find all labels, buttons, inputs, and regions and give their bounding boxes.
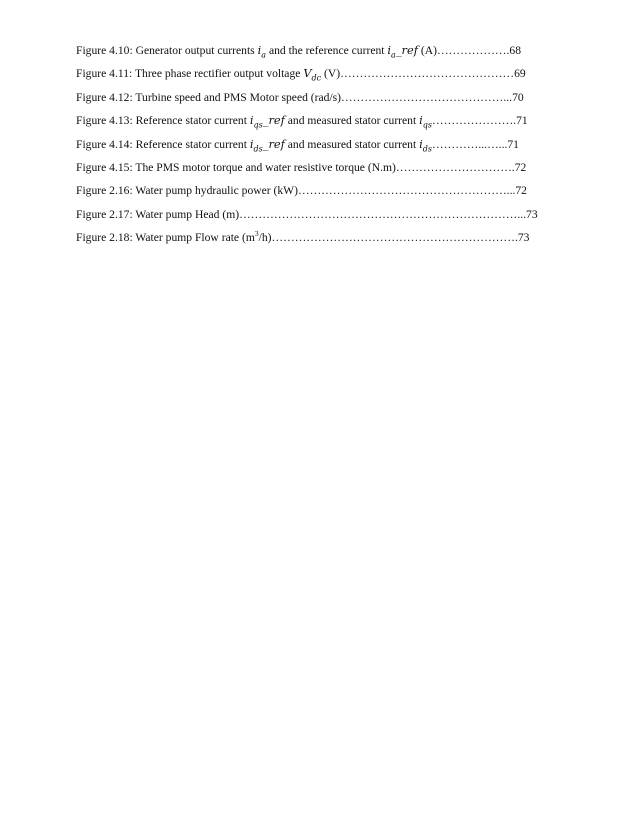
dot-leader: ……………………………………… bbox=[340, 67, 515, 81]
math-symbol: $i_a\_ref$ bbox=[387, 43, 418, 60]
entry-text: (A) bbox=[417, 44, 437, 57]
entry-text: and measured stator current bbox=[284, 114, 420, 128]
entry-text: Reference stator current bbox=[132, 137, 250, 151]
toc-entry-figure-4-10[interactable] bbox=[76, 42, 576, 65]
dot-leader: …………………………. bbox=[395, 160, 515, 174]
math-symbol: $V_{dc}$ bbox=[303, 66, 322, 83]
entry-text: Turbine speed and PMS Motor speed (rad/s) bbox=[132, 90, 342, 104]
page-number: 71 bbox=[516, 114, 528, 128]
entry-label: Figure 4.10: bbox=[76, 44, 133, 57]
page-number: 72 bbox=[514, 160, 527, 174]
entry-text: (V) bbox=[321, 67, 341, 81]
page-number: 72 bbox=[515, 184, 527, 198]
math-symbol: $i_{qs}$ bbox=[419, 113, 432, 130]
dot-leader: ………………………………………………………………... bbox=[239, 207, 527, 221]
list-of-figures bbox=[76, 42, 576, 253]
math-symbol: $i_a$ bbox=[257, 43, 267, 60]
math-symbol: $i_{qs}\_ref$ bbox=[249, 113, 285, 130]
math-symbol: $i_{ds}$ bbox=[419, 136, 432, 153]
entry-label: Figure 4.15: bbox=[76, 160, 133, 174]
entry-label: Figure 4.13: bbox=[76, 114, 133, 128]
entry-label: Figure 2.17: bbox=[76, 207, 133, 221]
entry-label: Figure 2.16: bbox=[76, 184, 133, 198]
entry-label: Figure 2.18: bbox=[76, 231, 133, 245]
entry-text: Water pump Head (m) bbox=[132, 207, 240, 221]
toc-entry-figure-2-17[interactable] bbox=[76, 206, 576, 229]
entry-text: The PMS motor torque and water resistive torque (N.m) bbox=[132, 160, 396, 174]
page-number: 69 bbox=[514, 67, 526, 81]
dot-leader: …………...…... bbox=[432, 137, 508, 151]
dot-leader: ………………………………………………... bbox=[297, 184, 516, 198]
toc-entry-figure-4-15[interactable] bbox=[76, 159, 576, 182]
entry-text: Water pump Flow rate (m bbox=[132, 231, 255, 245]
entry-text: Water pump hydraulic power (kW) bbox=[132, 184, 298, 198]
entry-text: Generator output currents bbox=[132, 44, 258, 57]
math-symbol: $i_{ds}\_ref$ bbox=[249, 136, 285, 153]
entry-text: and measured stator current bbox=[284, 137, 420, 151]
superscript: 3 bbox=[254, 229, 259, 239]
toc-entry-figure-2-16[interactable] bbox=[76, 182, 576, 205]
entry-text: Reference stator current bbox=[132, 114, 250, 128]
page-number: 73 bbox=[517, 231, 530, 245]
toc-entry-figure-4-12[interactable] bbox=[76, 89, 576, 112]
toc-entry-figure-2-18[interactable] bbox=[76, 229, 576, 252]
entry-label: Figure 4.14: bbox=[76, 137, 133, 151]
entry-label: Figure 4.11: bbox=[76, 67, 133, 81]
dot-leader: ………………. bbox=[436, 44, 510, 57]
dot-leader: ………………………………………………………. bbox=[271, 231, 518, 245]
page-number: 71 bbox=[507, 137, 519, 151]
toc-entry-figure-4-13[interactable] bbox=[76, 112, 576, 135]
dot-leader: …………………. bbox=[432, 114, 517, 128]
entry-text: Three phase rectifier output voltage bbox=[132, 67, 304, 81]
page-number: 70 bbox=[512, 90, 524, 104]
entry-text: /h) bbox=[258, 231, 272, 245]
entry-text: and the reference current bbox=[266, 44, 388, 57]
entry-label: Figure 4.12: bbox=[76, 90, 133, 104]
page-number: 73 bbox=[526, 207, 538, 221]
toc-entry-figure-4-11[interactable] bbox=[76, 65, 576, 88]
page-number: 68 bbox=[509, 44, 521, 57]
toc-entry-figure-4-14[interactable] bbox=[76, 136, 576, 159]
dot-leader: ……………………………………... bbox=[341, 90, 513, 104]
